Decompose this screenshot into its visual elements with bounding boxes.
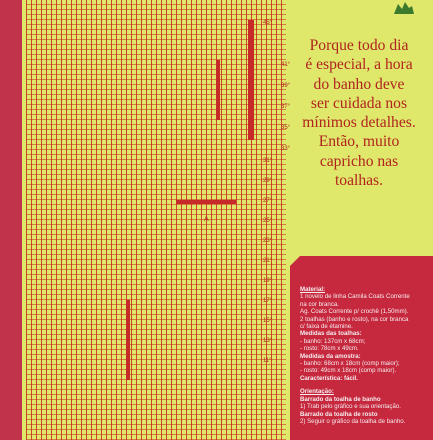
chart-block bbox=[248, 20, 254, 140]
chart-row-label: 13° bbox=[263, 338, 273, 344]
headline-line: é especial, a hora bbox=[305, 56, 413, 74]
orientation-title: Orientação: bbox=[300, 388, 334, 396]
material-line: 2 toalhas (banho e rosto), na cor branca bbox=[300, 315, 409, 323]
measures-towels-title: Medidas das toalhas: bbox=[300, 330, 362, 338]
characteristic-line: Característica: fácil. bbox=[300, 374, 358, 382]
headline-line: capricho nas bbox=[319, 152, 399, 170]
headline bbox=[291, 36, 427, 190]
chart-row-label: 33° bbox=[281, 146, 291, 152]
headline-line: mínimos detalhes. bbox=[302, 114, 416, 132]
panel-corner bbox=[290, 256, 300, 266]
chart-row-label: 41° bbox=[281, 62, 291, 68]
measures-sample-title: Medidas da amostra: bbox=[300, 352, 361, 360]
chart-row-label: 31° bbox=[263, 158, 273, 164]
material-line: Ag. Coats Corrente p/ crochê (1,50mm). bbox=[300, 308, 409, 316]
chart-row-label: 21° bbox=[263, 258, 273, 264]
orientation-line: 1) Trab pelo gráfico e sua orientação. bbox=[300, 403, 401, 411]
chart-row-label: 25° bbox=[263, 218, 273, 224]
chart-row-label: 29° bbox=[263, 178, 273, 184]
headline-line: toalhas. bbox=[334, 172, 384, 190]
chart-row-label: 11° bbox=[263, 358, 272, 364]
material-line: 1 novelo de linha Camila Coats Corrente bbox=[300, 293, 410, 301]
chart-marker-label: A bbox=[204, 216, 209, 223]
orientation-line: 2) Seguir o gráfico da toalha de banho. bbox=[300, 417, 406, 425]
orientation-subtitle: Barrado da toalha de rosto bbox=[300, 410, 378, 418]
material-line: - banho: 137cm x 68cm; bbox=[300, 337, 366, 345]
headline-line: ser cuidada nos bbox=[310, 94, 408, 112]
headline-line: Porque todo dia bbox=[309, 37, 409, 54]
chart-row-label: 35° bbox=[281, 125, 291, 131]
chart-row-label: 39° bbox=[281, 83, 291, 89]
chart-row-label: 23° bbox=[263, 238, 273, 244]
chart-block bbox=[126, 300, 130, 380]
material-line: - banho: 68cm x 18cm (comp maior); bbox=[300, 360, 400, 368]
chart-row-label: 37° bbox=[281, 104, 291, 110]
material-line: - rosto: 78cm x 49cm. bbox=[300, 345, 359, 353]
chart-block bbox=[176, 200, 236, 204]
material-title: Material: bbox=[300, 286, 326, 293]
filet-crochet-chart bbox=[26, 0, 286, 440]
chart-row-label: 17° bbox=[263, 298, 273, 304]
instructions-panel bbox=[290, 256, 433, 440]
chart-row-label: 15° bbox=[263, 318, 273, 324]
chart-row-label: 45° bbox=[263, 20, 273, 26]
material-line: - rosto: 49cm x 18cm (comp maior). bbox=[300, 367, 397, 375]
chart-block bbox=[216, 60, 220, 120]
headline-line: Então, muito bbox=[318, 133, 400, 151]
headline-line: do banho deve bbox=[313, 75, 405, 93]
chart-row-label: 19° bbox=[263, 278, 273, 284]
orientation-subtitle: Barrado da toalha de banho bbox=[300, 395, 381, 403]
brand-logo-icon bbox=[392, 0, 414, 14]
chart-row-label: 27° bbox=[263, 198, 273, 204]
material-line: c/ faixa de étamine. bbox=[300, 323, 353, 331]
material-line: na cor branca. bbox=[300, 300, 339, 308]
